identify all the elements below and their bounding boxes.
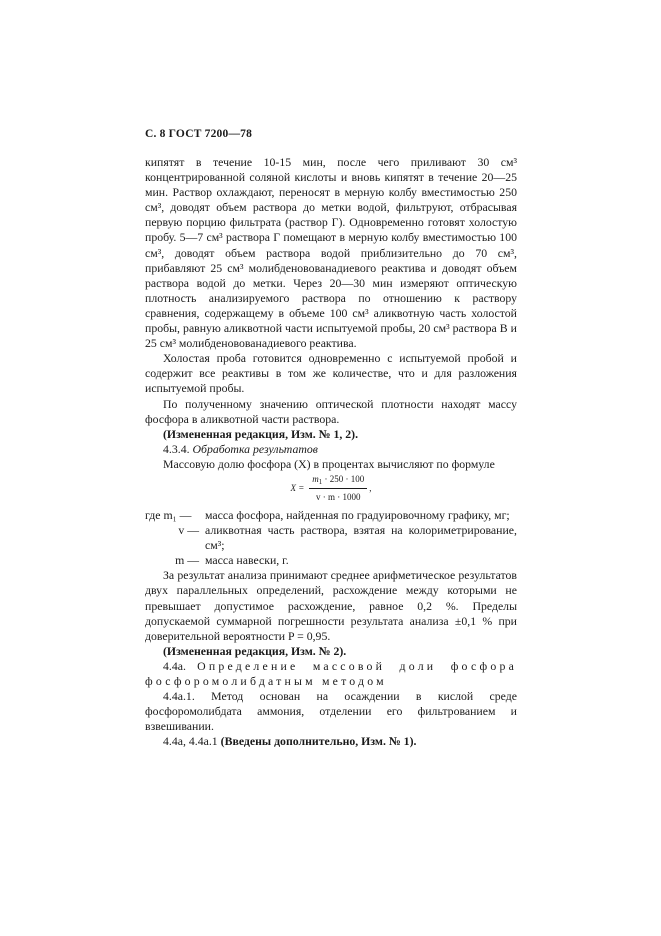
formula-num-sub: 1: [318, 478, 323, 487]
definitions-list: [145, 508, 517, 568]
section-text: Метод основан на осаждении в кислой среде фосфоромолибдата аммония, отделении его фильтрованием и взвешивании.: [145, 689, 517, 734]
paragraph-procedure: кипятят в течение 10-15 мин, после чего приливают 30 см³ концентрированной соляной кислоты и вновь кипятят в течение 20—25 мин. Раствор охлаждают, переносят в мерную колбу вместимостью 250 см³, доводят объем раствора до метки водой, фильтруют, отбрасывая первую порцию фильтрата (раствор Г). Одновременно готовят холостую пробу. 5—7 см³ раствора Г помещают в мерную колбу вместимостью 100 см³, доводят объем раствора водой приблизительно до 70 см³, прибавляют 25 см³ молибденовованадиевого реактива и доводят объем раствора водой до метки. Через 20—30 мин измеряют оптическую плотность анализируемого раствора по отношению к раствору сравнения, содержащему в объеме 100 см³ аликвотную часть холостой пробы, равную аликвотной части испытуемой пробы, 20 см³ раствора В и 25 см³ молибденовованадиевого реактива.: [145, 155, 517, 351]
introduced-note: [145, 734, 517, 749]
definition-text: масса навески, г.: [205, 553, 289, 568]
definition-v: [145, 523, 517, 553]
formula-num-var: m: [312, 474, 319, 485]
edit-note-2: (Измененная редакция, Изм. № 2).: [163, 643, 347, 658]
formula-fraction: [309, 472, 367, 505]
definition-text: аликвотная часть раствора, взятая на колориметрирование, см³;: [205, 523, 517, 553]
page-content: [145, 155, 517, 749]
formula-denominator: v · m · 1000: [316, 492, 361, 503]
note-prefix: 4.4а, 4.4а.1: [163, 734, 218, 749]
definition-symbol: v —: [178, 523, 199, 538]
section-4-4a-1: [145, 689, 517, 734]
definition-text: масса фосфора, найденная по градуировочному графику, мг;: [205, 507, 510, 522]
note-bold: (Введены дополнительно, Изм. № 1).: [220, 734, 417, 749]
section-number: 4.4а.: [163, 658, 186, 673]
definition-symbol: m —: [175, 553, 199, 568]
definition-m: [145, 553, 517, 568]
section-number: 4.4а.1.: [163, 689, 195, 704]
section-4-3-4-heading: [145, 442, 517, 457]
section-4-4a-heading: [145, 659, 517, 689]
section-title: Обработка результатов: [192, 441, 318, 456]
definition-m1: [145, 508, 517, 523]
section-title: Определение массовой доли фосфора фосфоромолибдатным методом: [145, 658, 518, 688]
page-header: С. 8 ГОСТ 7200—78: [145, 128, 253, 140]
section-number: 4.3.4.: [163, 441, 190, 456]
paragraph-optical-density: По полученному значению оптической плотности находят массу фосфора в аликвотной части раствора.: [145, 396, 517, 426]
edit-note-1: (Измененная редакция, Изм. № 1, 2).: [163, 426, 359, 441]
paragraph-formula-intro: Массовую долю фосфора (X) в процентах вычисляют по формуле: [163, 456, 495, 471]
paragraph-blank-sample: Холостая проба готовится одновременно с испытуемой пробой и содержит все реактивы в том же количестве, что и для разложения испытуемой пробы.: [145, 351, 517, 396]
formula-lhs: X =: [290, 483, 305, 494]
formula-numerator: [309, 472, 367, 489]
formula-num-rest: · 250 · 100: [322, 474, 365, 485]
definition-symbol: где m₁ —: [145, 507, 192, 522]
formula: [145, 472, 517, 506]
paragraph-result: За результат анализа принимают среднее арифметическое результатов двух параллельных определений, расхождение между которыми не превышает допустимое расхождение, равное 0,2 %. Пределы допускаемой суммарной погрешности результата анализа ±0,1 % при доверительной вероятности P = 0,95.: [145, 568, 517, 643]
formula-tail: ,: [369, 483, 372, 494]
